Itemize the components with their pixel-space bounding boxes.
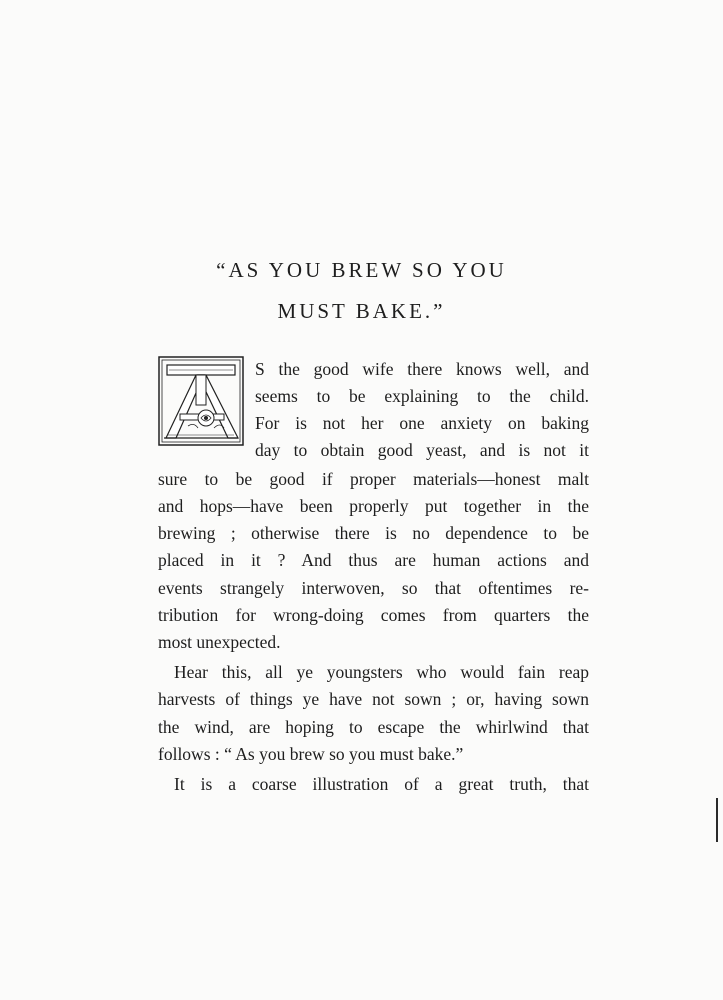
ornamental-drop-cap-a <box>158 356 244 446</box>
body-text-line: seems to be explaining to the child. <box>255 386 589 406</box>
body-text-line: Hear this, all ye youngsters who would fain reap <box>174 662 589 682</box>
body-text-line: tribution for wrong-doing comes from quarters the <box>158 605 589 625</box>
body-text-line: follows : “ As you brew so you must bake.” <box>158 744 464 764</box>
body-text-line: and hops—have been properly put together in the <box>158 496 589 516</box>
body-text-line: most unexpected. <box>158 632 281 652</box>
body-text-line: sure to be good if proper materials—honest malt <box>158 469 589 489</box>
body-text-line: events strangely interwoven, so that oftentimes re- <box>158 578 589 598</box>
body-text-line: For is not her one anxiety on baking <box>255 413 589 433</box>
chapter-title-line-2: MUST BAKE.” <box>277 299 446 323</box>
body-text-line: It is a coarse illustration of a great truth, that <box>174 774 589 794</box>
body-text-line: S the good wife there knows well, and <box>255 359 589 379</box>
page-edge-mark <box>716 798 718 842</box>
drop-cap-ornament-icon <box>158 356 244 446</box>
body-text-line: placed in it ? And thus are human actions and <box>158 550 589 570</box>
body-text-line: the wind, are hoping to escape the whirlwind that <box>158 717 589 737</box>
body-text-line: day to obtain good yeast, and is not it <box>255 440 589 460</box>
chapter-title-line-1: “AS YOU BREW SO YOU <box>216 258 507 282</box>
body-text-line: brewing ; otherwise there is no dependence to be <box>158 523 589 543</box>
body-text-line: harvests of things ye have not sown ; or, having sown <box>158 689 589 709</box>
